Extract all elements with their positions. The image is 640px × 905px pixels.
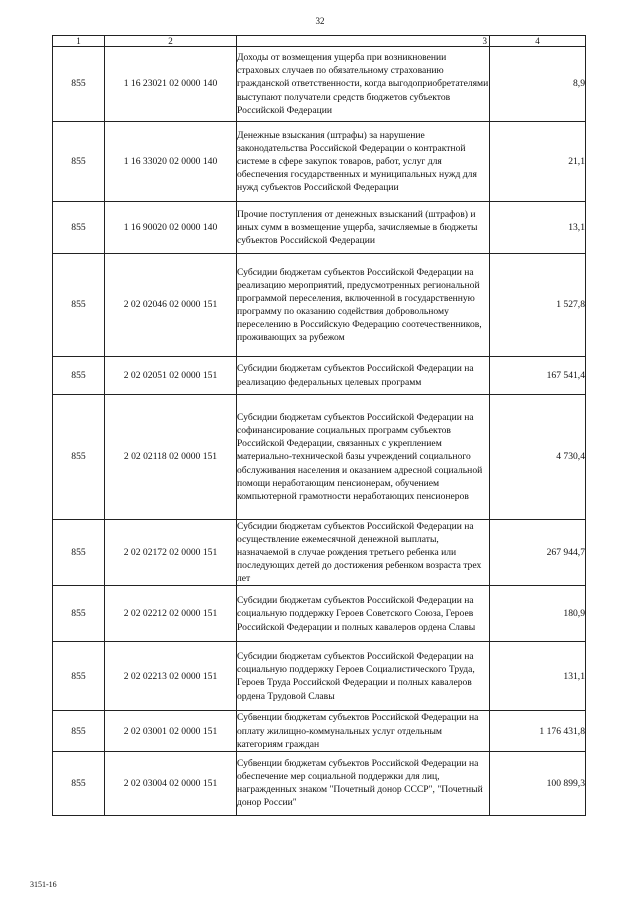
income-name-cell: Субсидии бюджетам субъектов Российской Федерации на социальную поддержку Героев Советского Союза, Героев Российской Федерации и полных кавалеров ордена Славы	[237, 586, 490, 642]
amount-cell: 1 527,8	[490, 254, 586, 357]
amount-cell: 267 944,7	[490, 520, 586, 586]
amount-cell: 13,1	[490, 202, 586, 254]
admin-code-cell: 855	[53, 751, 105, 815]
income-name-cell: Доходы от возмещения ущерба при возникновении страховых случаев по обязательному страхованию гражданской ответственности, когда выгодоприобретателями выступают получатели средств бюджетов субъектов Российской Федерации	[237, 47, 490, 122]
budget-code-cell: 2 02 03004 02 0000 151	[105, 751, 237, 815]
table-row	[53, 520, 586, 586]
admin-code-cell: 855	[53, 357, 105, 395]
admin-code-cell: 855	[53, 520, 105, 586]
table-row	[53, 47, 586, 122]
table-row	[53, 395, 586, 520]
admin-code-cell: 855	[53, 642, 105, 711]
admin-code-cell: 855	[53, 47, 105, 122]
budget-revenue-table	[52, 35, 586, 816]
admin-code-cell: 855	[53, 122, 105, 202]
admin-code-cell: 855	[53, 202, 105, 254]
admin-code-cell: 855	[53, 395, 105, 520]
budget-code-cell: 2 02 03001 02 0000 151	[105, 711, 237, 751]
table-row	[53, 642, 586, 711]
budget-code-cell: 2 02 02051 02 0000 151	[105, 357, 237, 395]
admin-code-cell: 855	[53, 254, 105, 357]
header-col-4: 4	[490, 36, 586, 47]
income-name-cell: Субвенции бюджетам субъектов Российской Федерации на оплату жилищно-коммунальных услуг отдельным категориям граждан	[237, 711, 490, 751]
amount-cell: 8,9	[490, 47, 586, 122]
budget-code-cell: 1 16 90020 02 0000 140	[105, 202, 237, 254]
amount-cell: 167 541,4	[490, 357, 586, 395]
income-name-cell: Субсидии бюджетам субъектов Российской Федерации на осуществление ежемесячной денежной выплаты, назначаемой в случае рождения третьего ребенка или последующих детей до достижения ребенком возраста трех лет	[237, 520, 490, 586]
header-col-1: 1	[53, 36, 105, 47]
income-name-cell: Субсидии бюджетам субъектов Российской Федерации на софинансирование социальных программ субъектов Российской Федерации, связанных с укреплением материально-технической базы учреждений социального обслуживания населения и оказанием адресной социальной помощи неработающим пенсионерам, обучением компьютерной грамотности неработающих пенсионеров	[237, 395, 490, 520]
table-row	[53, 357, 586, 395]
income-name-cell: Субвенции бюджетам субъектов Российской Федерации на обеспечение мер социальной поддержки для лиц, награжденных знаком "Почетный донор СССР", "Почетный донор России"	[237, 751, 490, 815]
admin-code-cell: 855	[53, 586, 105, 642]
budget-code-cell: 2 02 02046 02 0000 151	[105, 254, 237, 357]
admin-code-cell: 855	[53, 711, 105, 751]
amount-cell: 100 899,3	[490, 751, 586, 815]
income-name-cell: Денежные взыскания (штрафы) за нарушение законодательства Российской Федерации о контрактной системе в сфере закупок товаров, работ, услуг для обеспечения государственных и муниципальных нужд для нужд субъектов Российской Федерации	[237, 122, 490, 202]
table-row	[53, 202, 586, 254]
table-row	[53, 711, 586, 751]
page-number: 32	[315, 16, 325, 26]
income-name-cell: Субсидии бюджетам субъектов Российской Федерации на социальную поддержку Героев Социалистического Труда, Героев Труда Российской Федерации и полных кавалеров ордена Трудовой Славы	[237, 642, 490, 711]
amount-cell: 1 176 431,8	[490, 711, 586, 751]
budget-code-cell: 2 02 02212 02 0000 151	[105, 586, 237, 642]
table-row	[53, 122, 586, 202]
budget-code-cell: 1 16 23021 02 0000 140	[105, 47, 237, 122]
table-row	[53, 751, 586, 815]
amount-cell: 131,1	[490, 642, 586, 711]
table-header-row	[53, 36, 586, 47]
income-name-cell: Субсидии бюджетам субъектов Российской Федерации на реализацию федеральных целевых программ	[237, 357, 490, 395]
budget-code-cell: 2 02 02118 02 0000 151	[105, 395, 237, 520]
budget-code-cell: 2 02 02172 02 0000 151	[105, 520, 237, 586]
income-name-cell: Субсидии бюджетам субъектов Российской Федерации на реализацию мероприятий, предусмотренных региональной программой переселения, включенной в государственную программу по оказанию содействия добровольному переселению в Российскую Федерацию соотечественников, проживающих за рубежом	[237, 254, 490, 357]
amount-cell: 21,1	[490, 122, 586, 202]
header-col-3: 3	[237, 36, 490, 47]
table-row	[53, 586, 586, 642]
income-name-cell: Прочие поступления от денежных взысканий (штрафов) и иных сумм в возмещение ущерба, зачисляемые в бюджеты субъектов Российской Федерации	[237, 202, 490, 254]
table-row	[53, 254, 586, 357]
amount-cell: 4 730,4	[490, 395, 586, 520]
budget-code-cell: 2 02 02213 02 0000 151	[105, 642, 237, 711]
budget-code-cell: 1 16 33020 02 0000 140	[105, 122, 237, 202]
document-code: 3151-16	[30, 880, 57, 889]
header-col-2: 2	[105, 36, 237, 47]
amount-cell: 180,9	[490, 586, 586, 642]
